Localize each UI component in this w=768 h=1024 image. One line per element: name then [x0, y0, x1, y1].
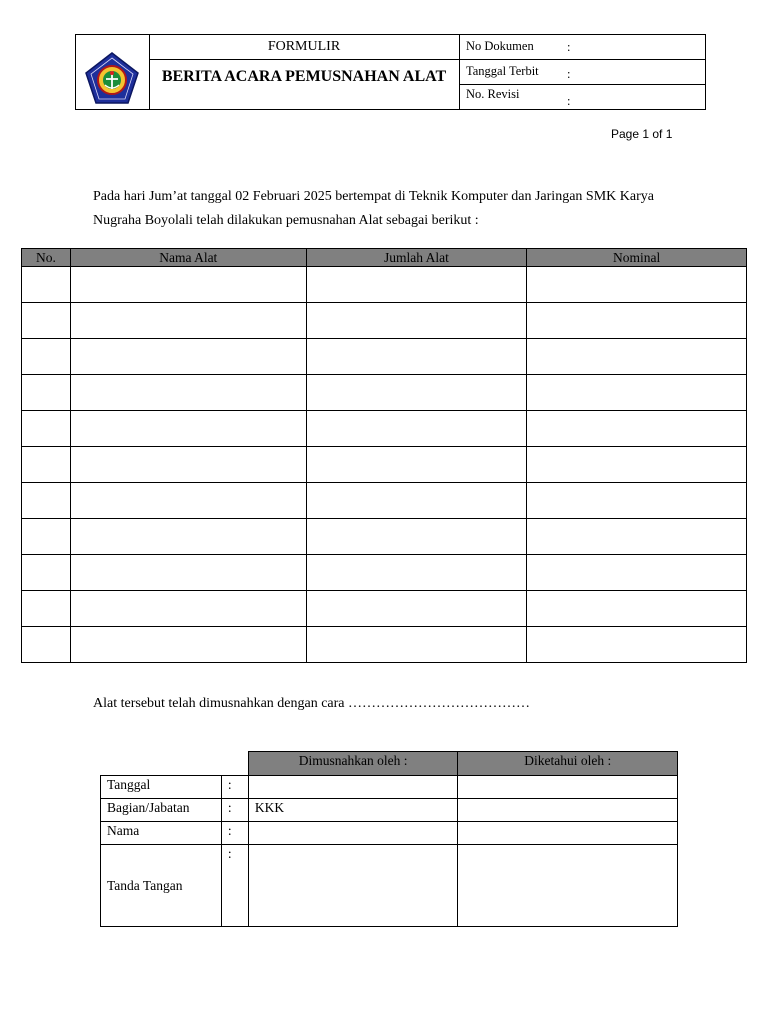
document-title: BERITA ACARA PEMUSNAHAN ALAT — [161, 68, 447, 85]
item-quantity-cell[interactable] — [306, 447, 527, 483]
destroyed-by-signature[interactable] — [248, 845, 458, 927]
known-by-signature[interactable] — [458, 845, 678, 927]
item-quantity-cell[interactable] — [306, 591, 527, 627]
item-name-cell[interactable] — [70, 483, 306, 519]
item-no-cell[interactable] — [22, 519, 71, 555]
document-meta — [459, 35, 705, 109]
item-name-cell[interactable] — [70, 627, 306, 663]
column-header-known-by: Diketahui oleh : — [458, 752, 678, 776]
item-quantity-cell[interactable] — [306, 555, 527, 591]
item-quantity-cell[interactable] — [306, 519, 527, 555]
item-name-cell[interactable] — [70, 519, 306, 555]
logo-cell — [76, 35, 150, 109]
signature-row-position — [101, 799, 678, 822]
column-header-quantity: Jumlah Alat — [306, 249, 527, 267]
item-nominal-cell[interactable] — [527, 303, 747, 339]
item-no-cell[interactable] — [22, 267, 71, 303]
item-quantity-cell[interactable] — [306, 375, 527, 411]
form-label: FORMULIR — [149, 35, 459, 60]
meta-colon: : — [567, 94, 571, 108]
item-quantity-cell[interactable] — [306, 267, 527, 303]
items-table-body — [22, 267, 747, 663]
item-name-cell[interactable] — [70, 447, 306, 483]
meta-row-document-number — [459, 35, 705, 60]
known-by-position[interactable] — [458, 799, 678, 822]
known-by-date[interactable] — [458, 776, 678, 799]
meta-row-issue-date — [459, 60, 705, 85]
table-row — [22, 519, 747, 555]
item-nominal-cell[interactable] — [527, 627, 747, 663]
method-paragraph: Alat tersebut telah dimusnahkan dengan cara ………………………………… — [93, 696, 531, 711]
document-header — [75, 34, 706, 110]
row-colon: : — [221, 822, 248, 845]
row-label: Tanda Tangan — [101, 845, 222, 927]
item-no-cell[interactable] — [22, 447, 71, 483]
meta-row-revision — [459, 85, 705, 111]
column-header-nominal: Nominal — [527, 249, 747, 267]
item-quantity-cell[interactable] — [306, 339, 527, 375]
blank-cell — [221, 752, 248, 776]
item-name-cell[interactable] — [70, 267, 306, 303]
row-colon: : — [221, 776, 248, 799]
meta-label: Tanggal Terbit — [466, 64, 539, 78]
row-label: Tanggal — [101, 776, 222, 799]
item-nominal-cell[interactable] — [527, 447, 747, 483]
school-emblem-icon — [76, 35, 149, 109]
item-no-cell[interactable] — [22, 591, 71, 627]
item-name-cell[interactable] — [70, 591, 306, 627]
item-quantity-cell[interactable] — [306, 303, 527, 339]
table-row — [22, 267, 747, 303]
table-row — [22, 627, 747, 663]
page-number: Page 1 of 1 — [611, 127, 673, 141]
item-nominal-cell[interactable] — [527, 483, 747, 519]
item-name-cell[interactable] — [70, 303, 306, 339]
destroyed-by-position[interactable]: KKK — [248, 799, 458, 822]
item-nominal-cell[interactable] — [527, 267, 747, 303]
destroyed-by-date[interactable] — [248, 776, 458, 799]
item-no-cell[interactable] — [22, 555, 71, 591]
meta-label: No Dokumen — [466, 39, 534, 53]
items-table — [21, 248, 747, 663]
table-row — [22, 483, 747, 519]
title-cell — [149, 35, 460, 109]
table-row — [22, 411, 747, 447]
item-name-cell[interactable] — [70, 411, 306, 447]
meta-colon: : — [567, 40, 571, 54]
item-nominal-cell[interactable] — [527, 555, 747, 591]
item-quantity-cell[interactable] — [306, 411, 527, 447]
signature-table-header — [101, 752, 678, 776]
item-nominal-cell[interactable] — [527, 339, 747, 375]
signature-row-name — [101, 822, 678, 845]
meta-colon: : — [567, 67, 571, 81]
item-name-cell[interactable] — [70, 375, 306, 411]
table-row — [22, 303, 747, 339]
item-no-cell[interactable] — [22, 411, 71, 447]
item-name-cell[interactable] — [70, 555, 306, 591]
table-row — [22, 339, 747, 375]
table-row — [22, 375, 747, 411]
item-nominal-cell[interactable] — [527, 519, 747, 555]
item-no-cell[interactable] — [22, 375, 71, 411]
row-colon: : — [221, 845, 248, 927]
blank-cell — [101, 752, 222, 776]
item-quantity-cell[interactable] — [306, 627, 527, 663]
signature-row-date — [101, 776, 678, 799]
signature-row-signature — [101, 845, 678, 927]
table-row — [22, 591, 747, 627]
known-by-name[interactable] — [458, 822, 678, 845]
column-header-item-name: Nama Alat — [70, 249, 306, 267]
item-no-cell[interactable] — [22, 483, 71, 519]
item-name-cell[interactable] — [70, 339, 306, 375]
intro-paragraph: Pada hari Jum’at tanggal 02 Februari 2025 bertempat di Teknik Komputer dan Jaringan SMK Karya Nugraha Boyolali telah dilakukan pemusnahan Alat sebagai berikut : — [93, 189, 654, 228]
row-colon: : — [221, 799, 248, 822]
item-nominal-cell[interactable] — [527, 375, 747, 411]
column-header-no: No. — [22, 249, 71, 267]
item-no-cell[interactable] — [22, 303, 71, 339]
signature-table — [100, 751, 678, 927]
destroyed-by-name[interactable] — [248, 822, 458, 845]
table-row — [22, 447, 747, 483]
row-label: Bagian/Jabatan — [101, 799, 222, 822]
item-quantity-cell[interactable] — [306, 483, 527, 519]
table-row — [22, 555, 747, 591]
item-no-cell[interactable] — [22, 627, 71, 663]
column-header-destroyed-by: Dimusnahkan oleh : — [248, 752, 458, 776]
item-nominal-cell[interactable] — [527, 591, 747, 627]
item-nominal-cell[interactable] — [527, 411, 747, 447]
meta-label: No. Revisi — [466, 87, 520, 101]
row-label: Nama — [101, 822, 222, 845]
item-no-cell[interactable] — [22, 339, 71, 375]
items-table-header — [22, 249, 747, 267]
